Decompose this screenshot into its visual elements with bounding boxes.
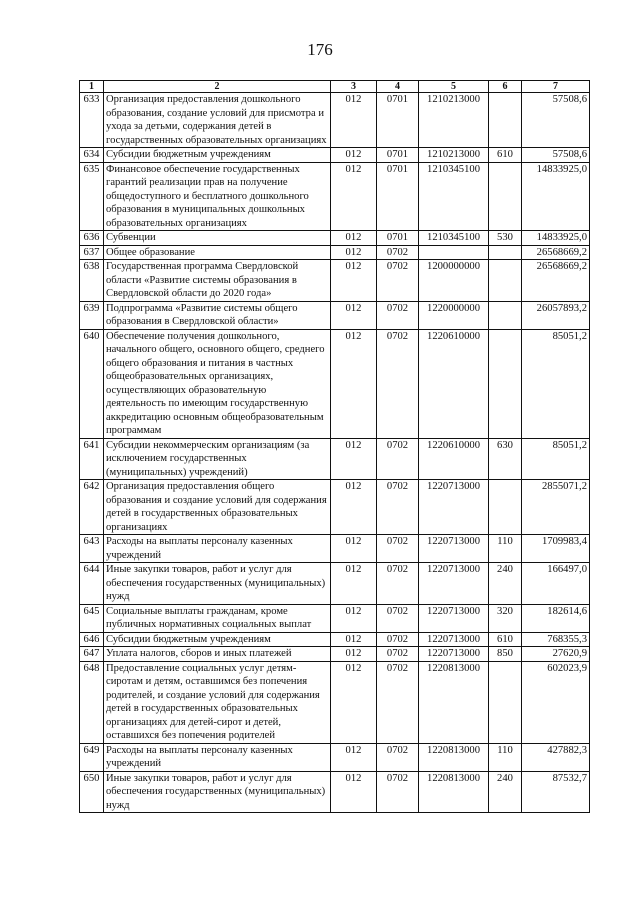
section-code-cell: 0702 xyxy=(377,632,419,647)
section-code-cell: 0702 xyxy=(377,604,419,632)
section-code-cell: 0701 xyxy=(377,231,419,246)
expense-type-cell: 530 xyxy=(489,231,522,246)
ministry-code-cell: 012 xyxy=(331,329,377,438)
section-code-cell: 0702 xyxy=(377,771,419,813)
amount-cell: 26568669,2 xyxy=(522,260,590,302)
expense-name-cell: Социальные выплаты гражданам, кроме публичных нормативных социальных выплат xyxy=(104,604,331,632)
amount-cell: 85051,2 xyxy=(522,329,590,438)
target-article-cell: 1220713000 xyxy=(419,632,489,647)
column-header: 1 xyxy=(80,81,104,93)
target-article-cell: 1220610000 xyxy=(419,329,489,438)
table-row xyxy=(80,162,590,231)
table-row xyxy=(80,93,590,148)
expense-type-cell xyxy=(489,245,522,260)
expense-name-cell: Субсидии некоммерческим организациям (за исключением государственных (муниципальных) учреждений) xyxy=(104,438,331,480)
row-number-cell: 638 xyxy=(80,260,104,302)
column-header: 5 xyxy=(419,81,489,93)
section-code-cell: 0702 xyxy=(377,563,419,605)
column-header: 7 xyxy=(522,81,590,93)
ministry-code-cell: 012 xyxy=(331,771,377,813)
amount-cell: 26568669,2 xyxy=(522,245,590,260)
table-row xyxy=(80,301,590,329)
table-row xyxy=(80,535,590,563)
table-row xyxy=(80,771,590,813)
table-body xyxy=(80,93,590,813)
expense-name-cell: Расходы на выплаты персоналу казенных учреждений xyxy=(104,743,331,771)
ministry-code-cell: 012 xyxy=(331,438,377,480)
row-number-cell: 637 xyxy=(80,245,104,260)
ministry-code-cell: 012 xyxy=(331,563,377,605)
row-number-cell: 634 xyxy=(80,148,104,163)
expense-name-cell: Уплата налогов, сборов и иных платежей xyxy=(104,647,331,662)
expense-name-cell: Финансовое обеспечение государственных гарантий реализации прав на получение общедоступного и бесплатного дошкольного образования в муниципальных дошкольных образовательных организациях xyxy=(104,162,331,231)
amount-cell: 87532,7 xyxy=(522,771,590,813)
section-code-cell: 0701 xyxy=(377,93,419,148)
column-header: 3 xyxy=(331,81,377,93)
ministry-code-cell: 012 xyxy=(331,231,377,246)
target-article-cell: 1220713000 xyxy=(419,647,489,662)
row-number-cell: 646 xyxy=(80,632,104,647)
section-code-cell: 0702 xyxy=(377,661,419,743)
ministry-code-cell: 012 xyxy=(331,148,377,163)
ministry-code-cell: 012 xyxy=(331,301,377,329)
section-code-cell: 0702 xyxy=(377,329,419,438)
amount-cell: 57508,6 xyxy=(522,148,590,163)
row-number-cell: 649 xyxy=(80,743,104,771)
row-number-cell: 642 xyxy=(80,480,104,535)
amount-cell: 1709983,4 xyxy=(522,535,590,563)
expense-type-cell: 320 xyxy=(489,604,522,632)
target-article-cell xyxy=(419,245,489,260)
row-number-cell: 650 xyxy=(80,771,104,813)
amount-cell: 14833925,0 xyxy=(522,162,590,231)
expense-name-cell: Расходы на выплаты персоналу казенных учреждений xyxy=(104,535,331,563)
target-article-cell: 1220713000 xyxy=(419,535,489,563)
header-row xyxy=(80,81,590,93)
table-row xyxy=(80,245,590,260)
amount-cell: 166497,0 xyxy=(522,563,590,605)
section-code-cell: 0702 xyxy=(377,647,419,662)
expense-name-cell: Подпрограмма «Развитие системы общего образования в Свердловской области» xyxy=(104,301,331,329)
amount-cell: 2855071,2 xyxy=(522,480,590,535)
expense-type-cell: 610 xyxy=(489,148,522,163)
ministry-code-cell: 012 xyxy=(331,632,377,647)
expense-type-cell xyxy=(489,162,522,231)
expense-type-cell: 610 xyxy=(489,632,522,647)
row-number-cell: 648 xyxy=(80,661,104,743)
expense-name-cell: Общее образование xyxy=(104,245,331,260)
row-number-cell: 644 xyxy=(80,563,104,605)
expense-name-cell: Субсидии бюджетным учреждениям xyxy=(104,148,331,163)
expense-name-cell: Предоставление социальных услуг детям-сиротам и детям, оставшимся без попечения родителей, и создание условий для содержания детей в государственных образовательных организациях для детей-сирот и детей, оставшихся без попечения родителей xyxy=(104,661,331,743)
section-code-cell: 0702 xyxy=(377,535,419,563)
ministry-code-cell: 012 xyxy=(331,93,377,148)
expense-type-cell: 110 xyxy=(489,743,522,771)
table-row xyxy=(80,647,590,662)
expense-type-cell xyxy=(489,329,522,438)
amount-cell: 602023,9 xyxy=(522,661,590,743)
table-row xyxy=(80,743,590,771)
ministry-code-cell: 012 xyxy=(331,535,377,563)
page-number: 176 xyxy=(307,40,333,59)
target-article-cell: 1220813000 xyxy=(419,771,489,813)
section-code-cell: 0702 xyxy=(377,245,419,260)
target-article-cell: 1220713000 xyxy=(419,563,489,605)
section-code-cell: 0702 xyxy=(377,260,419,302)
expense-type-cell: 630 xyxy=(489,438,522,480)
expense-name-cell: Субсидии бюджетным учреждениям xyxy=(104,632,331,647)
column-header: 6 xyxy=(489,81,522,93)
expense-type-cell: 240 xyxy=(489,771,522,813)
expense-name-cell: Организация предоставления общего образования и создание условий для содержания детей в государственных образовательных организациях xyxy=(104,480,331,535)
target-article-cell: 1210213000 xyxy=(419,148,489,163)
amount-cell: 26057893,2 xyxy=(522,301,590,329)
ministry-code-cell: 012 xyxy=(331,661,377,743)
table-row xyxy=(80,661,590,743)
row-number-cell: 647 xyxy=(80,647,104,662)
target-article-cell: 1220813000 xyxy=(419,661,489,743)
row-number-cell: 643 xyxy=(80,535,104,563)
expense-name-cell: Государственная программа Свердловской области «Развитие системы образования в Свердловской области до 2020 года» xyxy=(104,260,331,302)
expense-name-cell: Обеспечение получения дошкольного, начального общего, основного общего, среднего общего образования и питания в частных общеобразовательных организациях, осуществляющих образовательную деятельность по имеющим государственную аккредитацию основным общеобразовательным программам xyxy=(104,329,331,438)
row-number-cell: 640 xyxy=(80,329,104,438)
section-code-cell: 0702 xyxy=(377,743,419,771)
expense-type-cell: 850 xyxy=(489,647,522,662)
target-article-cell: 1210345100 xyxy=(419,162,489,231)
expense-type-cell xyxy=(489,480,522,535)
expense-type-cell: 240 xyxy=(489,563,522,605)
target-article-cell: 1220713000 xyxy=(419,604,489,632)
ministry-code-cell: 012 xyxy=(331,743,377,771)
column-header: 4 xyxy=(377,81,419,93)
expense-type-cell xyxy=(489,93,522,148)
ministry-code-cell: 012 xyxy=(331,162,377,231)
row-number-cell: 636 xyxy=(80,231,104,246)
ministry-code-cell: 012 xyxy=(331,647,377,662)
column-header: 2 xyxy=(104,81,331,93)
section-code-cell: 0702 xyxy=(377,480,419,535)
table-row xyxy=(80,480,590,535)
expense-name-cell: Иные закупки товаров, работ и услуг для обеспечения государственных (муниципальных) нужд xyxy=(104,563,331,605)
ministry-code-cell: 012 xyxy=(331,604,377,632)
table-row xyxy=(80,148,590,163)
expense-name-cell: Организация предоставления дошкольного образования, создание условий для присмотра и ухода за детьми, содержания детей в государственных образовательных организациях xyxy=(104,93,331,148)
row-number-cell: 639 xyxy=(80,301,104,329)
table-row xyxy=(80,604,590,632)
expense-type-cell: 110 xyxy=(489,535,522,563)
amount-cell: 427882,3 xyxy=(522,743,590,771)
target-article-cell: 1220713000 xyxy=(419,480,489,535)
expense-name-cell: Субвенции xyxy=(104,231,331,246)
budget-table xyxy=(79,80,590,813)
expense-type-cell xyxy=(489,661,522,743)
table-row xyxy=(80,260,590,302)
section-code-cell: 0701 xyxy=(377,148,419,163)
section-code-cell: 0702 xyxy=(377,438,419,480)
ministry-code-cell: 012 xyxy=(331,480,377,535)
target-article-cell: 1200000000 xyxy=(419,260,489,302)
target-article-cell: 1220000000 xyxy=(419,301,489,329)
section-code-cell: 0702 xyxy=(377,301,419,329)
row-number-cell: 641 xyxy=(80,438,104,480)
ministry-code-cell: 012 xyxy=(331,260,377,302)
target-article-cell: 1220813000 xyxy=(419,743,489,771)
amount-cell: 27620,9 xyxy=(522,647,590,662)
table-row xyxy=(80,632,590,647)
amount-cell: 14833925,0 xyxy=(522,231,590,246)
ministry-code-cell: 012 xyxy=(331,245,377,260)
expense-type-cell xyxy=(489,301,522,329)
row-number-cell: 635 xyxy=(80,162,104,231)
table-row xyxy=(80,231,590,246)
table-row xyxy=(80,438,590,480)
table-row xyxy=(80,563,590,605)
row-number-cell: 633 xyxy=(80,93,104,148)
amount-cell: 57508,6 xyxy=(522,93,590,148)
amount-cell: 768355,3 xyxy=(522,632,590,647)
target-article-cell: 1210345100 xyxy=(419,231,489,246)
expense-name-cell: Иные закупки товаров, работ и услуг для обеспечения государственных (муниципальных) нужд xyxy=(104,771,331,813)
amount-cell: 85051,2 xyxy=(522,438,590,480)
table-row xyxy=(80,329,590,438)
section-code-cell: 0701 xyxy=(377,162,419,231)
target-article-cell: 1220610000 xyxy=(419,438,489,480)
row-number-cell: 645 xyxy=(80,604,104,632)
amount-cell: 182614,6 xyxy=(522,604,590,632)
expense-type-cell xyxy=(489,260,522,302)
target-article-cell: 1210213000 xyxy=(419,93,489,148)
